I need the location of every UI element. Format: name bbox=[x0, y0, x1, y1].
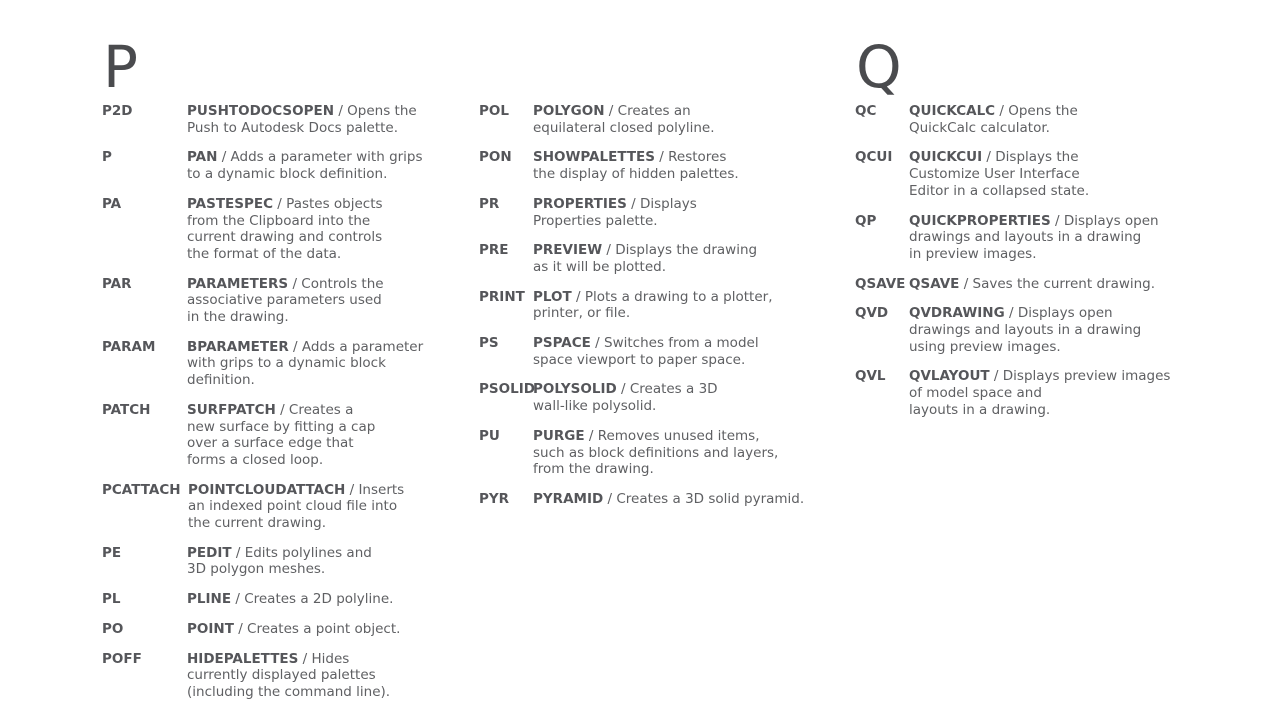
command-separator: / bbox=[233, 620, 248, 637]
command-description bbox=[533, 149, 839, 182]
command-alias: PU bbox=[479, 427, 500, 444]
command-description bbox=[909, 368, 1215, 418]
command-alias: PYR bbox=[479, 490, 510, 507]
command-description bbox=[187, 621, 462, 638]
command-description bbox=[533, 428, 839, 478]
command-entry bbox=[479, 242, 839, 275]
command-separator: / bbox=[288, 275, 302, 292]
command-name: PSPACE bbox=[533, 335, 591, 352]
command-entry bbox=[102, 276, 462, 326]
command-description-text: Hides currently displayed palettes (including the command line). bbox=[187, 650, 391, 700]
command-description-text: Creates a new surface by fitting a cap over a surface edge that forms a closed loop. bbox=[187, 401, 376, 468]
command-description bbox=[533, 289, 839, 322]
command-description bbox=[533, 491, 839, 508]
command-separator: / bbox=[655, 149, 669, 166]
command-name: PUSHTODOCSOPEN bbox=[187, 103, 335, 119]
command-separator: / bbox=[334, 103, 348, 119]
command-description-text: Removes unused items, such as block definitions and layers, from the drawing. bbox=[533, 427, 779, 478]
command-entry bbox=[479, 381, 839, 414]
command-entry bbox=[855, 213, 1215, 263]
command-entry bbox=[102, 103, 462, 136]
command-name: PURGE bbox=[533, 427, 585, 444]
command-separator: / bbox=[345, 481, 359, 498]
command-alias: QC bbox=[855, 103, 877, 119]
command-description bbox=[909, 103, 1215, 136]
command-separator: / bbox=[275, 401, 289, 418]
command-separator: / bbox=[603, 490, 617, 507]
command-alias: PCATTACH bbox=[102, 481, 181, 498]
command-alias: PRINT bbox=[479, 288, 525, 305]
command-alias: QCUI bbox=[855, 149, 893, 166]
command-name: QUICKCUI bbox=[909, 149, 983, 166]
command-entry bbox=[102, 149, 462, 182]
command-name: PYRAMID bbox=[533, 490, 604, 507]
section-letter-q: Q bbox=[856, 33, 902, 101]
command-separator: / bbox=[298, 650, 312, 667]
command-description-text: Restores the display of hidden palettes. bbox=[533, 149, 739, 183]
command-name: PLINE bbox=[187, 591, 232, 608]
command-description-text: Switches from a model space viewport to paper space. bbox=[533, 335, 759, 368]
command-separator: / bbox=[584, 427, 598, 444]
command-description bbox=[533, 196, 839, 229]
command-separator: / bbox=[1004, 305, 1018, 322]
command-entry bbox=[479, 335, 839, 368]
command-entry bbox=[855, 149, 1215, 199]
command-name: PEDIT bbox=[187, 544, 232, 561]
command-name: POLYSOLID bbox=[533, 381, 617, 398]
command-description-text: Displays open drawings and layouts in a drawing using preview images. bbox=[909, 305, 1142, 355]
command-entry bbox=[855, 276, 1215, 293]
command-description bbox=[187, 402, 462, 469]
command-description bbox=[187, 339, 462, 389]
command-entry bbox=[102, 591, 462, 608]
command-entry bbox=[102, 339, 462, 389]
command-name: PROPERTIES bbox=[533, 195, 627, 212]
command-separator: / bbox=[1050, 212, 1064, 229]
command-name: QVLAYOUT bbox=[909, 368, 990, 385]
command-description bbox=[187, 103, 462, 136]
command-description-text: Creates a 3D solid pyramid. bbox=[616, 490, 805, 507]
command-description bbox=[187, 545, 462, 578]
command-alias: QVL bbox=[855, 368, 886, 385]
command-name: SURFPATCH bbox=[187, 401, 276, 418]
command-separator: / bbox=[288, 338, 302, 355]
command-separator: / bbox=[995, 103, 1009, 119]
command-alias: PE bbox=[102, 544, 122, 561]
command-alias: PS bbox=[479, 335, 499, 352]
command-entry bbox=[102, 196, 462, 263]
command-description-text: Creates a point object. bbox=[247, 620, 401, 637]
command-description-text: Adds a parameter with grips to a dynamic block definition. bbox=[187, 338, 424, 389]
command-column bbox=[855, 103, 1215, 432]
command-entry bbox=[102, 621, 462, 638]
command-separator: / bbox=[616, 381, 630, 398]
command-name: PAN bbox=[187, 149, 218, 166]
command-description-text: Inserts an indexed point cloud file into the current drawing. bbox=[188, 481, 405, 532]
command-alias: QVD bbox=[855, 305, 889, 322]
command-column bbox=[479, 103, 839, 521]
command-alias: PARAM bbox=[102, 338, 156, 355]
command-alias: PA bbox=[102, 195, 122, 212]
command-entry bbox=[479, 491, 839, 508]
command-separator: / bbox=[602, 242, 616, 259]
command-description bbox=[533, 242, 839, 275]
command-description bbox=[187, 276, 462, 326]
command-alias: QP bbox=[855, 212, 877, 229]
command-description-text: Displays Properties palette. bbox=[533, 195, 697, 229]
section-letter-p: P bbox=[103, 33, 138, 101]
command-description bbox=[187, 651, 462, 701]
command-description-text: Displays preview images of model space and layouts in a drawing. bbox=[909, 368, 1171, 418]
command-entry bbox=[855, 368, 1215, 418]
command-description-text: Displays open drawings and layouts in a drawing in preview images. bbox=[909, 212, 1159, 262]
command-entry bbox=[479, 289, 839, 322]
command-description-text: Pastes objects from the Clipboard into the current drawing and controls the format of the data. bbox=[187, 195, 383, 262]
command-name: QVDRAWING bbox=[909, 305, 1005, 322]
command-entry bbox=[479, 103, 839, 136]
command-description-text: Displays the drawing as it will be plotted. bbox=[533, 242, 758, 275]
command-description bbox=[909, 305, 1215, 355]
command-alias: PAR bbox=[102, 275, 132, 292]
command-description bbox=[533, 335, 839, 368]
command-alias: PR bbox=[479, 195, 500, 212]
command-description bbox=[533, 103, 839, 136]
command-description-text: Adds a parameter with grips to a dynamic block definition. bbox=[187, 149, 423, 183]
command-entry bbox=[102, 482, 462, 532]
command-name: PREVIEW bbox=[533, 242, 603, 259]
command-entry bbox=[102, 402, 462, 469]
command-name: POINT bbox=[187, 620, 234, 637]
command-separator: / bbox=[982, 149, 996, 166]
command-separator: / bbox=[571, 288, 585, 305]
command-separator: / bbox=[231, 591, 245, 608]
command-description-text: Opens the Push to Autodesk Docs palette. bbox=[187, 103, 417, 136]
command-name: POINTCLOUDATTACH bbox=[188, 481, 346, 498]
command-description bbox=[909, 276, 1215, 293]
command-alias: PRE bbox=[479, 242, 509, 259]
command-separator: / bbox=[231, 544, 245, 561]
command-alias: PL bbox=[102, 591, 121, 608]
command-description-text: Creates a 2D polyline. bbox=[244, 591, 394, 608]
command-alias: P2D bbox=[102, 103, 133, 119]
command-separator: / bbox=[959, 275, 973, 292]
command-name: QSAVE bbox=[909, 275, 960, 292]
command-separator: / bbox=[989, 368, 1003, 385]
command-alias: PSOLID bbox=[479, 381, 535, 398]
command-separator: / bbox=[626, 195, 640, 212]
command-description-text: Creates a 3D wall-like polysolid. bbox=[533, 381, 718, 415]
command-entry bbox=[479, 149, 839, 182]
command-name: POLYGON bbox=[533, 103, 605, 119]
command-description bbox=[909, 213, 1215, 263]
command-separator: / bbox=[217, 149, 231, 166]
command-description bbox=[187, 149, 462, 182]
command-description bbox=[187, 196, 462, 263]
command-entry bbox=[855, 305, 1215, 355]
command-description bbox=[533, 381, 839, 414]
command-description-text: Saves the current drawing. bbox=[972, 275, 1156, 292]
command-alias: PON bbox=[479, 149, 512, 166]
command-alias: QSAVE bbox=[855, 275, 906, 292]
command-entry bbox=[479, 428, 839, 478]
command-name: HIDEPALETTES bbox=[187, 650, 299, 667]
command-entry bbox=[102, 651, 462, 701]
command-alias: P bbox=[102, 149, 112, 166]
command-name: BPARAMETER bbox=[187, 338, 289, 355]
command-separator: / bbox=[604, 103, 618, 119]
command-column bbox=[102, 103, 462, 714]
command-description-text: Opens the QuickCalc calculator. bbox=[909, 103, 1078, 136]
command-alias: POL bbox=[479, 103, 509, 119]
command-description-text: Edits polylines and 3D polygon meshes. bbox=[187, 544, 372, 578]
command-name: QUICKPROPERTIES bbox=[909, 212, 1051, 229]
command-name: PLOT bbox=[533, 288, 572, 305]
command-description bbox=[188, 482, 462, 532]
command-alias: POFF bbox=[102, 650, 142, 667]
command-description-text: Displays the Customize User Interface Editor in a collapsed state. bbox=[909, 149, 1090, 199]
command-name: PARAMETERS bbox=[187, 275, 289, 292]
command-name: PASTESPEC bbox=[187, 195, 274, 212]
command-name: SHOWPALETTES bbox=[533, 149, 655, 166]
command-alias: PATCH bbox=[102, 401, 151, 418]
command-name: QUICKCALC bbox=[909, 103, 996, 119]
command-description-text: Creates an equilateral closed polyline. bbox=[533, 103, 715, 136]
command-alias: PO bbox=[102, 620, 124, 637]
command-separator: / bbox=[273, 195, 287, 212]
command-entry bbox=[855, 103, 1215, 136]
command-description-text: Controls the associative parameters used in the drawing. bbox=[187, 275, 384, 326]
command-entry bbox=[479, 196, 839, 229]
command-entry bbox=[102, 545, 462, 578]
command-description bbox=[187, 591, 462, 608]
command-separator: / bbox=[590, 335, 604, 352]
command-description bbox=[909, 149, 1215, 199]
command-description-text: Plots a drawing to a plotter, printer, or file. bbox=[533, 288, 773, 322]
